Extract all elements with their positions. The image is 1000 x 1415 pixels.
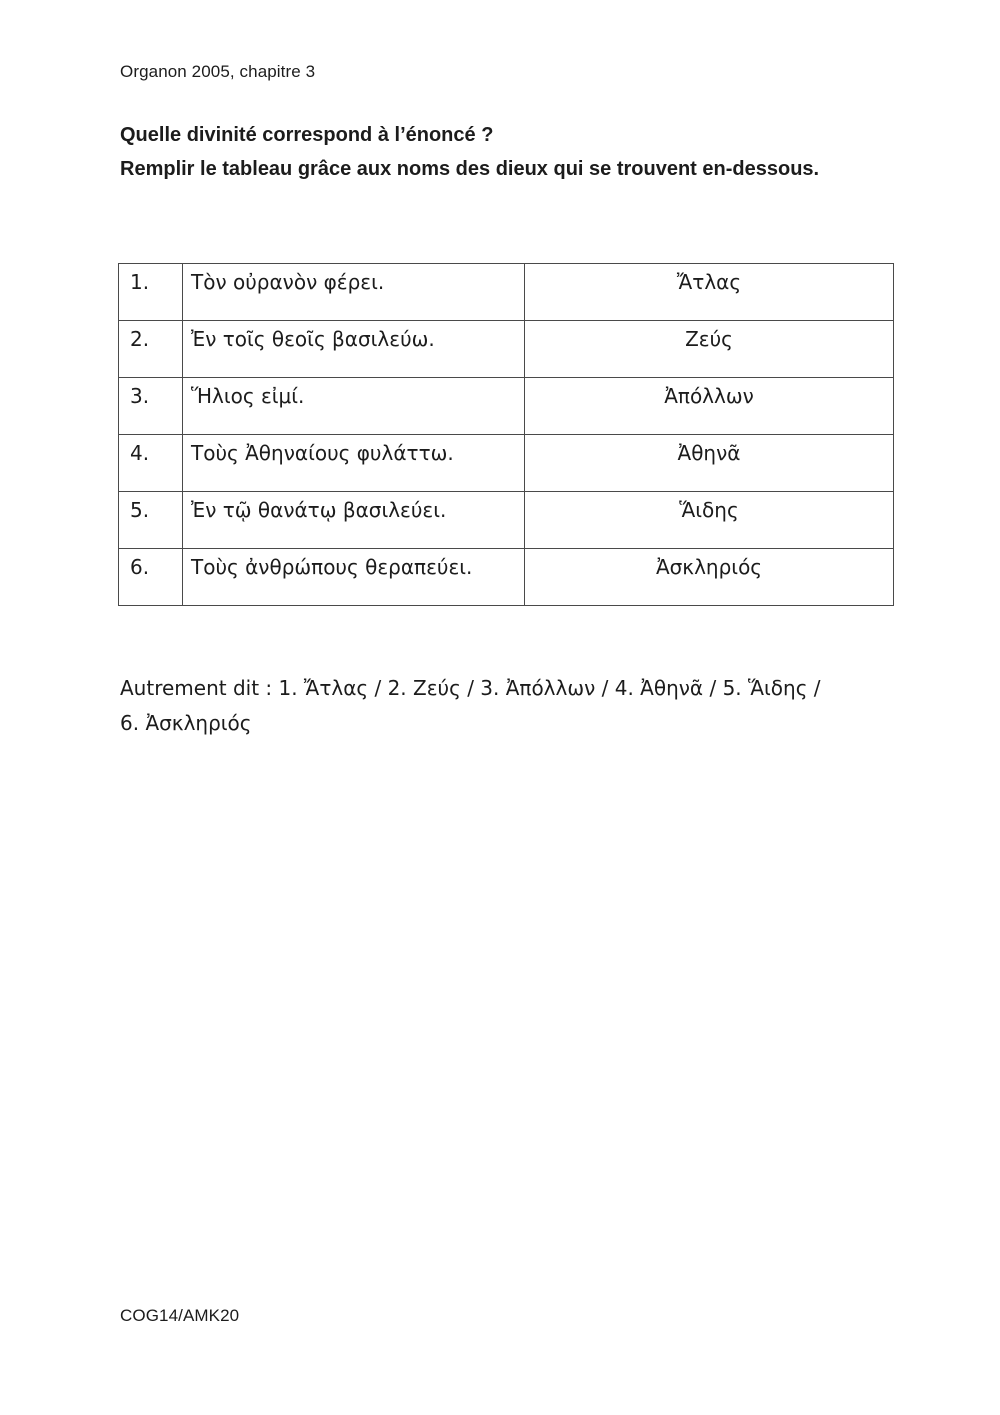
- table-row: [119, 435, 894, 492]
- row-number: 1.: [119, 264, 183, 321]
- row-number: 5.: [119, 492, 183, 549]
- document-header: Organon 2005, chapitre 3: [120, 62, 316, 81]
- table-row: [119, 378, 894, 435]
- god-name: Ἅιδης: [525, 492, 894, 549]
- greek-statement: Ἐν τοῖς θεοῖς βασιλεύω.: [183, 321, 525, 378]
- answer-summary-line-2: 6. Ἀσκληριός: [120, 711, 252, 735]
- god-name: Ἀπόλλων: [525, 378, 894, 435]
- greek-statement: Τοὺς ἀνθρώπους θεραπεύει.: [183, 549, 525, 606]
- god-name: Ἄτλας: [525, 264, 894, 321]
- table-row: [119, 264, 894, 321]
- matching-table-body: [119, 264, 894, 606]
- instruction-directive: Remplir le tableau grâce aux noms des dieux qui se trouvent en-dessous.: [120, 158, 820, 180]
- row-number: 3.: [119, 378, 183, 435]
- answer-summary: [120, 671, 821, 741]
- row-number: 6.: [119, 549, 183, 606]
- greek-statement: Τοὺς Ἀθηναίους φυλάττω.: [183, 435, 525, 492]
- table-row: [119, 549, 894, 606]
- god-name: Ζεύς: [525, 321, 894, 378]
- row-number: 2.: [119, 321, 183, 378]
- document-footer: COG14/AMK20: [120, 1306, 240, 1325]
- table-row: [119, 321, 894, 378]
- row-number: 4.: [119, 435, 183, 492]
- god-name: Ἀσκληριός: [525, 549, 894, 606]
- exercise-instructions: [120, 118, 819, 186]
- matching-table: [118, 263, 894, 606]
- god-name: Ἀθηνᾶ: [525, 435, 894, 492]
- greek-statement: Ἥλιος εἰμί.: [183, 378, 525, 435]
- answer-summary-line-1: Autrement dit : 1. Ἄτλας / 2. Ζεύς / 3. Ἀπόλλων / 4. Ἀθηνᾶ / 5. Ἅιδης /: [120, 676, 821, 700]
- table-row: [119, 492, 894, 549]
- instruction-question: Quelle divinité correspond à l’énoncé ?: [120, 124, 494, 146]
- greek-statement: Ἐν τῷ θανάτῳ βασιλεύει.: [183, 492, 525, 549]
- greek-statement: Τὸν οὐρανὸν φέρει.: [183, 264, 525, 321]
